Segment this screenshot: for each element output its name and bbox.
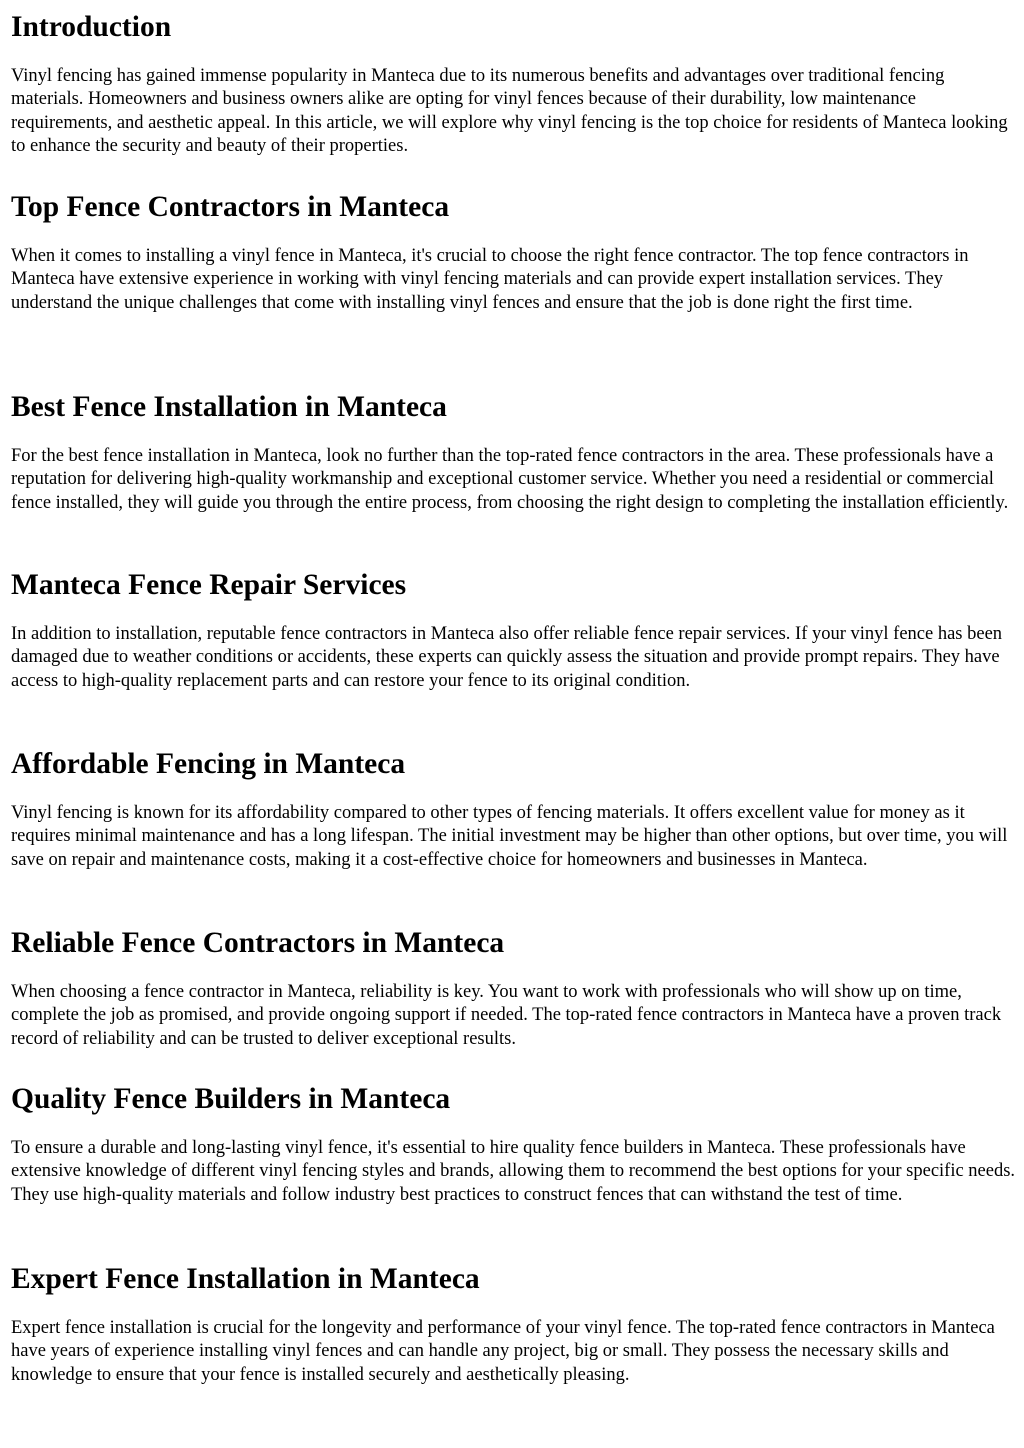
section-heading: Best Fence Installation in Manteca	[11, 391, 447, 423]
section-introduction	[11, 10, 1017, 158]
section-top-fence-contractors	[11, 190, 1017, 315]
section-best-fence-installation	[11, 390, 1017, 515]
section-affordable-fencing	[11, 747, 1017, 872]
section-heading: Manteca Fence Repair Services	[11, 569, 407, 601]
section-fence-repair-services	[11, 568, 1017, 693]
section-heading: Top Fence Contractors in Manteca	[11, 191, 450, 223]
section-paragraph: When choosing a fence contractor in Manteca, reliability is key. You want to work with professionals who will show up on time, complete the job as promised, and provide ongoing support if needed. The top-rated fence contractors in Manteca have a proven track record of reliability and can be trusted to deliver exceptional results.	[11, 982, 1002, 1049]
section-paragraph: To ensure a durable and long-lasting vinyl fence, it's essential to hire quality fence builders in Manteca. These professionals have extensive knowledge of different vinyl fencing styles and brands, allowing them to recommend the best options for your specific needs. They use high-quality materials and follow industry best practices to construct fences that can withstand the test of time.	[11, 1138, 1016, 1205]
section-expert-fence-installation	[11, 1262, 1017, 1387]
section-paragraph: Vinyl fencing has gained immense popularity in Manteca due to its numerous benefits and advantages over traditional fencing materials. Homeowners and business owners alike are opting for vinyl fences because of their durability, low maintenance requirements, and aesthetic appeal. In this article, we will explore why vinyl fencing is the top choice for residents of Manteca looking to enhance the security and beauty of their properties.	[11, 66, 1008, 156]
section-heading: Introduction	[11, 11, 172, 43]
section-heading: Reliable Fence Contractors in Manteca	[11, 927, 505, 959]
section-paragraph: When it comes to installing a vinyl fence in Manteca, it's crucial to choose the right fence contractor. The top fence contractors in Manteca have extensive experience in working with vinyl fencing materials and can provide expert installation services. They understand the unique challenges that come with installing vinyl fences and ensure that the job is done right the first time.	[11, 246, 969, 313]
section-heading: Affordable Fencing in Manteca	[11, 748, 406, 780]
section-quality-fence-builders	[11, 1082, 1017, 1207]
section-paragraph: In addition to installation, reputable fence contractors in Manteca also offer reliable fence repair services. If your vinyl fence has been damaged due to weather conditions or accidents, these experts can quickly assess the situation and provide prompt repairs. They have access to high-quality replacement parts and can restore your fence to its original condition.	[11, 624, 1003, 691]
section-heading: Expert Fence Installation in Manteca	[11, 1263, 480, 1295]
section-reliable-fence-contractors	[11, 926, 1017, 1051]
section-paragraph: For the best fence installation in Manteca, look no further than the top-rated fence contractors in the area. These professionals have a reputation for delivering high-quality workmanship and exceptional customer service. Whether you need a residential or commercial fence installed, they will guide you through the entire process, from choosing the right design to completing the installation efficiently.	[11, 446, 1009, 513]
section-paragraph: Expert fence installation is crucial for the longevity and performance of your vinyl fence. The top-rated fence contractors in Manteca have years of experience installing vinyl fences and can handle any project, big or small. They possess the necessary skills and knowledge to ensure that your fence is installed securely and aesthetically pleasing.	[11, 1318, 995, 1385]
section-paragraph: Vinyl fencing is known for its affordability compared to other types of fencing materials. It offers excellent value for money as it requires minimal maintenance and has a long lifespan. The initial investment may be higher than other options, but over time, you will save on repair and maintenance costs, making it a cost-effective choice for homeowners and businesses in Manteca.	[11, 803, 1008, 870]
section-heading: Quality Fence Builders in Manteca	[11, 1083, 451, 1115]
